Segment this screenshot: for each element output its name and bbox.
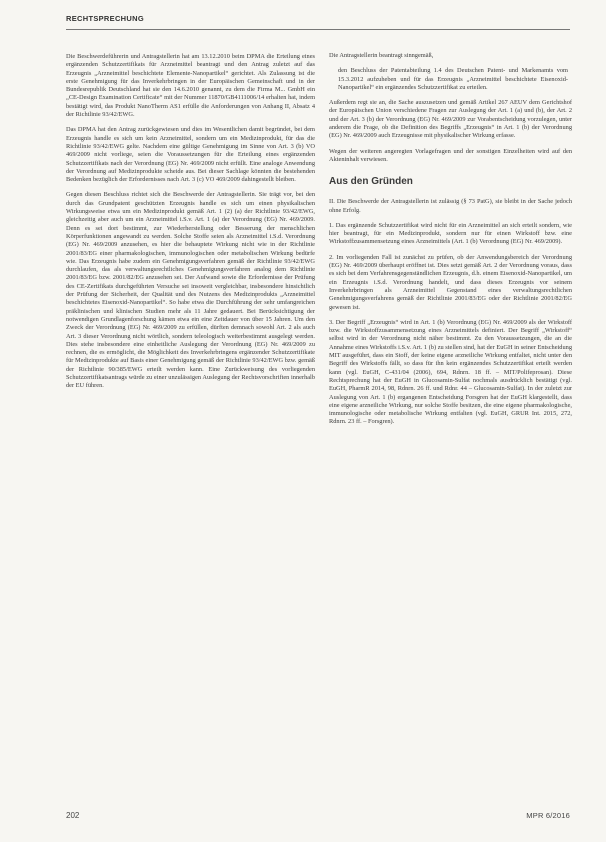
paragraph: 1. Das ergänzende Schutzzertifikat wird nicht für ein Arzneimittel an sich erteilt sondern, wie hier beantragt, für ein Medizinprodukt, sondern nur für einen Wirkstoff bzw. eine Wirkstoffzusammensetzung eines Arzneimittels (Art. 1 (b) Verordnung (EG) Nr. 469/2009). bbox=[329, 221, 572, 246]
paragraph: 2. Im vorliegenden Fall ist zunächst zu prüfen, ob der Anwendungsbereich der Verordnung (EG) Nr. 469/2009 überhaupt eröffnet ist. Dies setzt gemäß Art. 2 der Verordnung voraus, dass es sich bei dem Verfahrensgegenständlichen Erzeugnis, d.h. einem Eisenoxid-Nanopartikel, um ein Erzeugnis i.S.d. Verordnung handelt, und dass dieses Erzeugnis vor seinem Inverkehrbringen als Arzneimittel Gegenstand eines verwaltungsrechtlichen Genehmigungsverfahrens gemäß der Richtlinie 2001/83/EG oder der Richtlinie 2001/82/EG gewesen ist. bbox=[329, 253, 572, 311]
paragraph: Das DPMA hat den Antrag zurückgewiesen und dies im Wesentlichen damit begründet, bei dem Erzeugnis handle es sich um kein Arzneimittel, sondern um ein Medizinprodukt, für das die Richtlinie 93/42/EWG gelte. Nachdem eine gültige Genehmigung im Sinne von Art. 3 (b) VO 469/2009 nicht vorliege, seien die Voraussetzungen für die Erteilung eines ergänzenden Schutzzertifikats nach der Verordnung (EG) Nr. 469/2009 nicht erfüllt. Eine analoge Anwendung der Verordnung auf Medizinprodukte scheide aus. Bei dieser Sachlage könnten die bestehenden Bedenken bezüglich der Erfordernisses nach Art. 3 (c) VO 469/2009 dahingestellt bleiben. bbox=[66, 126, 315, 184]
paragraph: Die Beschwerdeführerin und Antragstellerin hat am 13.12.2010 beim DPMA die Erteilung eines ergänzenden Schutzzertifikats für Arzneimittel beantragt und den Antrag zuletzt auf das Erzeugnis „Arzneimittel beschichtete Elemente-Nanopartikel“ gerichtet. Als Zulassung ist die erste Genehmigung für das Inverkehrbringen in der Europäischen Gemeinschaft und in der Bundesrepublik Deutschland hat sie den 14.6.2010 genannt, zu dem die Firma M... GmbH ein „CE-Design Examination Certificate“ mit der Nummer 11870/GB4111006/14 erhalten hat, indem bestätigt wird, das Produkt NanoTherm AS1 erfülle die Anforderungen von Anhang II, Absatz 4 der Richtlinie 93/42/EWG. bbox=[66, 53, 315, 119]
paragraph: II. Die Beschwerde der Antragstellerin ist zulässig (§ 73 PatG), sie bleibt in der Sache jedoch ohne Erfolg. bbox=[329, 198, 572, 214]
header-rule bbox=[66, 29, 570, 30]
journal-citation: MPR 6/2016 bbox=[526, 811, 570, 820]
running-head: RECHTSPRECHUNG bbox=[66, 14, 144, 23]
left-column bbox=[66, 53, 315, 398]
right-column bbox=[329, 52, 572, 434]
paragraph: Gegen diesen Beschluss richtet sich die Beschwerde der Antragstellerin. Sie trägt vor, bei den durch das Grundpatent geschützten Erzeugnis handle es sich um einen physikalischen Wirkungsweise etwa um ein Medizinprodukt gemäß Art. 1 (2) (a) der Richtlinie 93/42/EWG, gleichzeitig aber auch um ein Arzneimittel i.S.v. Art. 1 (a) der Verordnung (EG) Nr. 469/2009. Denn es sei dort bestimmt, zur Wiederherstellung oder Besserung der menschlichen Körperfunktionen angewandt zu werden. Solche Stoffe seien als Arzneimittel i.S.d. Verordnung (EG) Nr. 469/2009 anzusehen, es hier die behauptete Wirkung nicht wie in der Richtlinie 2001/83/EG einer pharmakologischen, immunologischen oder metabolischen Wirkung bedürfe wie. Das Erzeugnis habe zudem ein Genehmigungsverfahren gemäß der Richtlinie 93/42/EWG durchlaufen, das als verwaltungsrechtliches Genehmigungsverfahren analog dem Richtlinie 2001/83/EG bzw. 2001/82/EG anzusehen sei. Der Aufwand sowie die Erfordernisse der Prüfung des CE-Zertifikats durchgeführten Versuche sei insoweit vergleichbar, insbesondere hinsichtlich der Prüfung der Sicherheit, der Qualität und des Nutzens des Medizinprodukts „Arzneimittel beschichtetes Eisenoxid-Nanopartikel“. So habe etwa die Durchführung der sehr umfangreichen präklinischen und klinischen Studien mehr als 11 Jahre gedauert. Bei Berücksichtigung der notwendigen Grundlagenforschung kämen etwa ein eine Zeitdauer von über 15 Jahren. Um den Zweck der Verordnung (EG) Nr. 469/2009 zu erfüllen, dürften demnach sowohl Art. 2 als auch Art. 3 dieser Verordnung nicht wörtlich, sondern teleologisch weiterbestimmt ausgelegt werden. Dies stehe insbesondere eine einheitliche Auslegung der Verordnung (EG) Nr. 469/2009 zu rechnen, die es ermöglicht, die Möglichkeit des Inverkehrbringens ergänzender Schutzzertifikate für Medizinprodukte auf Basis einer Genehmigung gemäß der Richtlinie 93/42/EWG bzw. gemäß der Richtlinie 90/385/EWG erteilt werden kann. Eine Zurückweisung des vorliegenden Schutzzertifikatsantrags würde zu einer unzulässigen Auslegung der Rechtsvorschriften innerhalb der EU führen. bbox=[66, 191, 315, 390]
paragraph: Die Antragstellerin beantragt sinngemäß, bbox=[329, 52, 434, 59]
page-number: 202 bbox=[66, 811, 80, 820]
paragraph: Wegen der weiteren angeregten Vorlagefragen und der sonstigen Einzelheiten wird auf den Akteninhalt verwiesen. bbox=[329, 147, 572, 163]
request-paragraph: den Beschluss der Patentabteilung 1.4 des Deutschen Patent- und Markenamts vom 15.3.2012 aufzuheben und für das Erzeugnis „Arzneimittel beschichtete Eisenoxid-Nanopartikel“ ein ergänzendes Schutzzertifikat zu erteilen. bbox=[338, 67, 568, 91]
paragraph: 3. Der Begriff „Erzeugnis“ wird in Art. 1 (b) Verordnung (EG) Nr. 469/2009 als der Wirkstoff bzw. die Wirkstoffzusammensetzung eines Arzneimittels definiert. Der Begriff „Wirkstoff“ selbst wird in der Verordnung nicht näher bestimmt. Zu den Voraussetzungen, die an die Annahme eines Wirkstoffs i.S.v. Art. 1 (b) zu stellen sind, hat der EuGH in seiner Entscheidung MIT ausgeführt, dass ein Stoff, der keine eigene arzneiliche Wirkung entfaltet, nicht unter den Begriff des Wirkstoffs fällt, so dass für ihn kein ergänzendes Schutzzertifikat erteilt werden kann (vgl. EuGH, C-431/04 (2006), 694, Rdnrn. 18 ff. – MIT/Polifeprosan). Diese Rechtsprechung hat der EuGH in Glucosamin-Sulfat nochmals ausdrücklich bestätigt (vgl. EuGH, PharmR 2014, 98, Rdnrn. 26 ff. und Rdnr. 44 – Glucosamin-Sulfat). In der zuletzt zur Auslegung von Art. 1 (b) ergangenen Entscheidung Forsgren hat der EuGH klargestellt, dass eine eigene arzneiliche Wirkung, nur solche Stoffe besitzen, die eine eigene pharmakologische, immunologische oder metabolische Wirkung entfalten (vgl. EuGH, GRUR Int. 2015, 272, Rdnrn. 23 ff. – Forsgren). bbox=[329, 318, 572, 426]
paragraph: Außerdem regt sie an, die Sache auszusetzen und gemäß Artikel 267 AEUV dem Gerichtshof der Europäischen Union verschiedene Fragen zur Auslegung der Art. 1 (a) und (b), der Art. 2 und der Art. 3 (b) der Verordnung (EG) Nr. 469/2009 zur Vorabentscheidung vorzulegen, unter anderem die Frage, ob die Definition des Begriffs „Erzeugnis“ in Art. 1 (b) der Verordnung (EG) Nr. 469/2009 auch Erzeugnisse mit physikalischer Wirkung erfasse. bbox=[329, 99, 572, 140]
section-heading: Aus den Gründen bbox=[329, 176, 413, 188]
